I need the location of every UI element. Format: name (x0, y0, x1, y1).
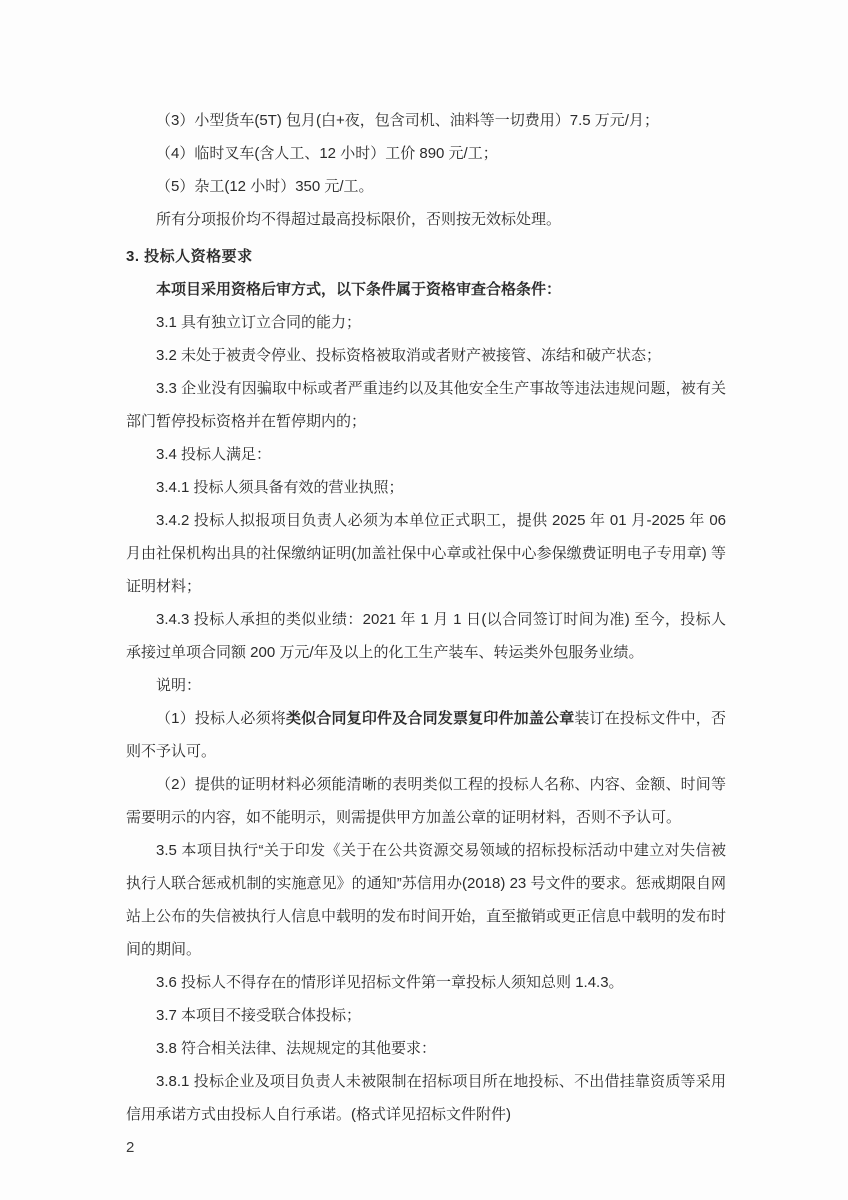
page-number-text: 2 (126, 1139, 135, 1156)
para-text: 装订在投标文件中，否则不予认可。 (126, 710, 726, 760)
para-3-4-3 (126, 603, 726, 669)
para-3-4-2 (126, 504, 726, 603)
para-text: （3）小型货车(5T) 包月(白+夜，包含司机、油料等一切费用）7.5 万元/月； (156, 112, 659, 129)
para-text: 3.4.3 投标人承担的类似业绩：2021 年 1 月 1 日(以合同签订时间为准) 至今，投标人承接过单项合同额 200 万元/年及以上的化工生产装车、转运类外包服务业绩。 (126, 611, 726, 661)
para-text: 3.2 未处于被责令停业、投标资格被取消或者财产被接管、冻结和破产状态； (156, 347, 662, 364)
para-3-2 (126, 339, 726, 372)
para-3-6 (126, 966, 726, 999)
para-3-8 (126, 1032, 726, 1065)
para-text: （2）提供的证明材料必须能清晰的表明类似工程的投标人名称、内容、金额、时间等需要明示的内容，如不能明示，则需提供甲方加盖公章的证明材料，否则不予认可。 (126, 776, 726, 826)
para-text: 3.3 企业没有因骗取中标或者严重违约以及其他安全生产事故等违法违规问题，被有关部门暂停投标资格并在暂停期内的； (126, 380, 726, 430)
para-note-label (126, 669, 726, 702)
para-text: 所有分项报价均不得超过最高投标限价，否则按无效标处理。 (156, 211, 562, 228)
para-3-7 (126, 999, 726, 1032)
para-note-2 (126, 768, 726, 834)
para-3-8-1 (126, 1065, 726, 1131)
para-text: 3.5 本项目执行“关于印发《关于在公共资源交易领域的招标投标活动中建立对失信被执行人联合惩戒机制的实施意见》的通知”苏信用办(2018) 23 号文件的要求。惩戒期限自网站上公布的失信被执行人信息中载明的发布时间开始，直至撤销或更正信息中载明的发布时间的期间。 (126, 842, 727, 958)
para-text: 3.8.1 投标企业及项目负责人未被限制在招标项目所在地投标、不出借挂靠资质等采用信用承诺方式由投标人自行承诺。(格式详见招标文件附件) (126, 1073, 726, 1123)
para-text: （1）投标人必须将 (156, 710, 286, 727)
para-item-4 (126, 137, 726, 170)
heading-text: 3. 投标人资格要求 (126, 248, 253, 265)
para-text: 3.7 本项目不接受联合体投标； (156, 1007, 362, 1024)
page-number (126, 1131, 726, 1164)
para-text: 3.1 具有独立订立合同的能力； (156, 314, 362, 331)
para-text: 本项目采用资格后审方式，以下条件属于资格审查合格条件： (156, 281, 562, 298)
para-item-3 (126, 104, 726, 137)
section-heading-bidder-qualification (126, 240, 726, 273)
para-note-1 (126, 702, 726, 768)
para-3-5 (126, 834, 726, 966)
para-item-5 (126, 170, 726, 203)
para-text: 3.6 投标人不得存在的情形详见招标文件第一章投标人须知总则 1.4.3。 (156, 974, 624, 991)
para-text: （5）杂工(12 小时）350 元/工。 (156, 178, 374, 195)
para-text: 3.4.1 投标人须具备有效的营业执照； (156, 479, 404, 496)
para-3-4 (126, 438, 726, 471)
para-3-1 (126, 306, 726, 339)
para-text: 3.4.2 投标人拟报项目负责人必须为本单位正式职工，提供 2025 年 01 月-2025 年 06 月由社保机构出具的社保缴纳证明(加盖社保中心章或社保中心参保缴费证明电子专用章) 等证明材料； (126, 512, 726, 595)
para-3-4-1 (126, 471, 726, 504)
para-qualification-review-intro (126, 273, 726, 306)
para-max-price-note (126, 203, 726, 236)
para-text: （4）临时叉车(含人工、12 小时）工价 890 元/工； (156, 145, 498, 162)
para-text: 3.4 投标人满足： (156, 446, 272, 463)
para-3-3 (126, 372, 726, 438)
para-text: 说明： (156, 677, 202, 694)
para-text-bold: 类似合同复印件及合同发票复印件加盖公章 (285, 710, 575, 727)
para-text: 3.8 符合相关法律、法规规定的其他要求： (156, 1040, 437, 1057)
